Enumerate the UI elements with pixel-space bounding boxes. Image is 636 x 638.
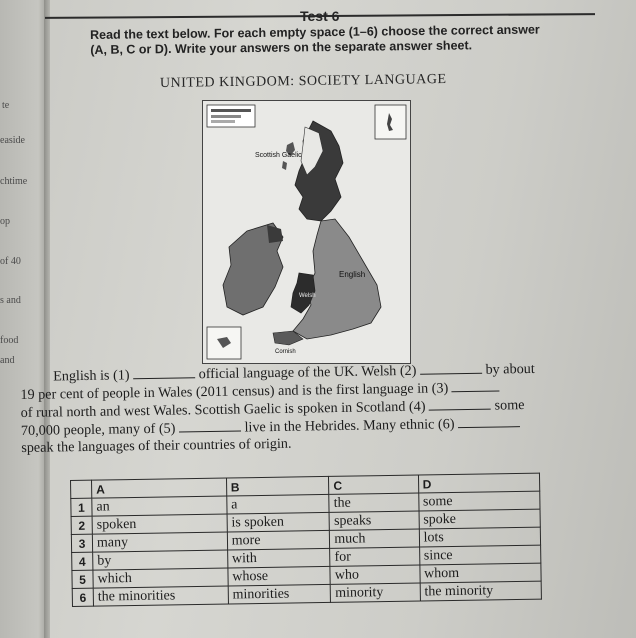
option-b: more: [227, 530, 330, 550]
option-b: with: [227, 548, 330, 568]
option-c: minority: [331, 583, 421, 602]
option-c: the: [329, 493, 419, 512]
gap-1: [133, 365, 195, 379]
instructions: [90, 22, 610, 58]
option-c: speaks: [329, 511, 419, 530]
option-d: spoke: [419, 509, 541, 529]
table-header: A: [92, 478, 227, 498]
left-page-edge: [0, 0, 48, 638]
passage: [20, 359, 596, 457]
option-c: for: [330, 547, 420, 566]
left-fragment: and: [0, 355, 15, 366]
instructions-line: (A, B, C or D). Write your answers on the separate answer sheet.: [90, 38, 473, 57]
map-label-cornish: Cornish: [275, 349, 296, 355]
passage-text: English is (1): [53, 367, 130, 385]
table-header: C: [329, 475, 419, 494]
option-b: whose: [228, 566, 331, 586]
uk-language-map: [202, 100, 411, 364]
table-header: B: [226, 476, 329, 496]
map-label-english: English: [339, 270, 366, 279]
passage-text: of rural north and west Wales. Scottish Gaelic is spoken in Scotland (4): [20, 398, 426, 421]
table-header: D: [418, 473, 540, 493]
option-c: who: [330, 565, 420, 584]
left-fragment: op: [0, 216, 10, 227]
option-a: by: [93, 550, 228, 570]
passage-text: by about: [485, 360, 535, 378]
option-c: much: [330, 529, 420, 548]
map-graphic: [203, 101, 410, 363]
left-fragment: s and: [0, 295, 21, 306]
map-label-gaelic: Scottish Gaelic: [255, 152, 302, 159]
passage-text: speak the languages of their countries of origin.: [21, 435, 292, 456]
map-label-welsh: Welsh: [299, 293, 316, 299]
instructions-line: Read the text below. For each empty space (1–6) choose the correct answer: [90, 22, 540, 42]
book-spine: [44, 0, 50, 638]
option-b: minorities: [228, 584, 331, 604]
left-fragment: chtime: [0, 176, 28, 187]
left-fragment: te: [2, 100, 10, 111]
left-fragment: food: [0, 335, 19, 346]
option-b: is spoken: [227, 512, 330, 532]
row-number: 3: [71, 534, 92, 552]
option-b: a: [227, 494, 330, 514]
table-header-corner: [71, 480, 92, 498]
option-a: an: [92, 496, 227, 516]
gap-2: [420, 361, 482, 375]
option-d: the minority: [420, 581, 542, 601]
gap-5: [179, 419, 241, 433]
passage-text: 19 per cent of people in Wales (2011 census) and is the first language in (3): [20, 380, 449, 403]
option-d: since: [419, 545, 541, 565]
page-title: Test 6: [300, 8, 340, 24]
passage-text: some: [494, 397, 525, 414]
row-number: 4: [72, 552, 93, 570]
gap-3: [452, 378, 500, 392]
option-a: which: [93, 568, 228, 588]
row-number: 2: [71, 516, 92, 534]
passage-text: live in the Hebrides. Many ethnic (6): [244, 416, 455, 436]
gap-6: [458, 414, 520, 428]
option-a: the minorities: [93, 586, 228, 606]
option-d: lots: [419, 527, 541, 547]
row-number: 6: [72, 588, 93, 606]
option-a: many: [92, 532, 227, 552]
option-a: spoken: [92, 514, 227, 534]
gap-4: [429, 397, 491, 411]
row-number: 1: [71, 498, 92, 516]
option-d: whom: [419, 563, 541, 583]
section-title: UNITED KINGDOM: SOCIETY LANGUAGE: [159, 72, 447, 91]
row-number: 5: [72, 570, 93, 588]
left-fragment: of 40: [0, 256, 21, 267]
option-d: some: [418, 491, 540, 511]
answer-table: [70, 473, 542, 607]
passage-text: official language of the UK. Welsh (2): [198, 362, 417, 383]
left-fragment: easide: [0, 135, 25, 146]
passage-text: 70,000 people, many of (5): [20, 420, 176, 439]
